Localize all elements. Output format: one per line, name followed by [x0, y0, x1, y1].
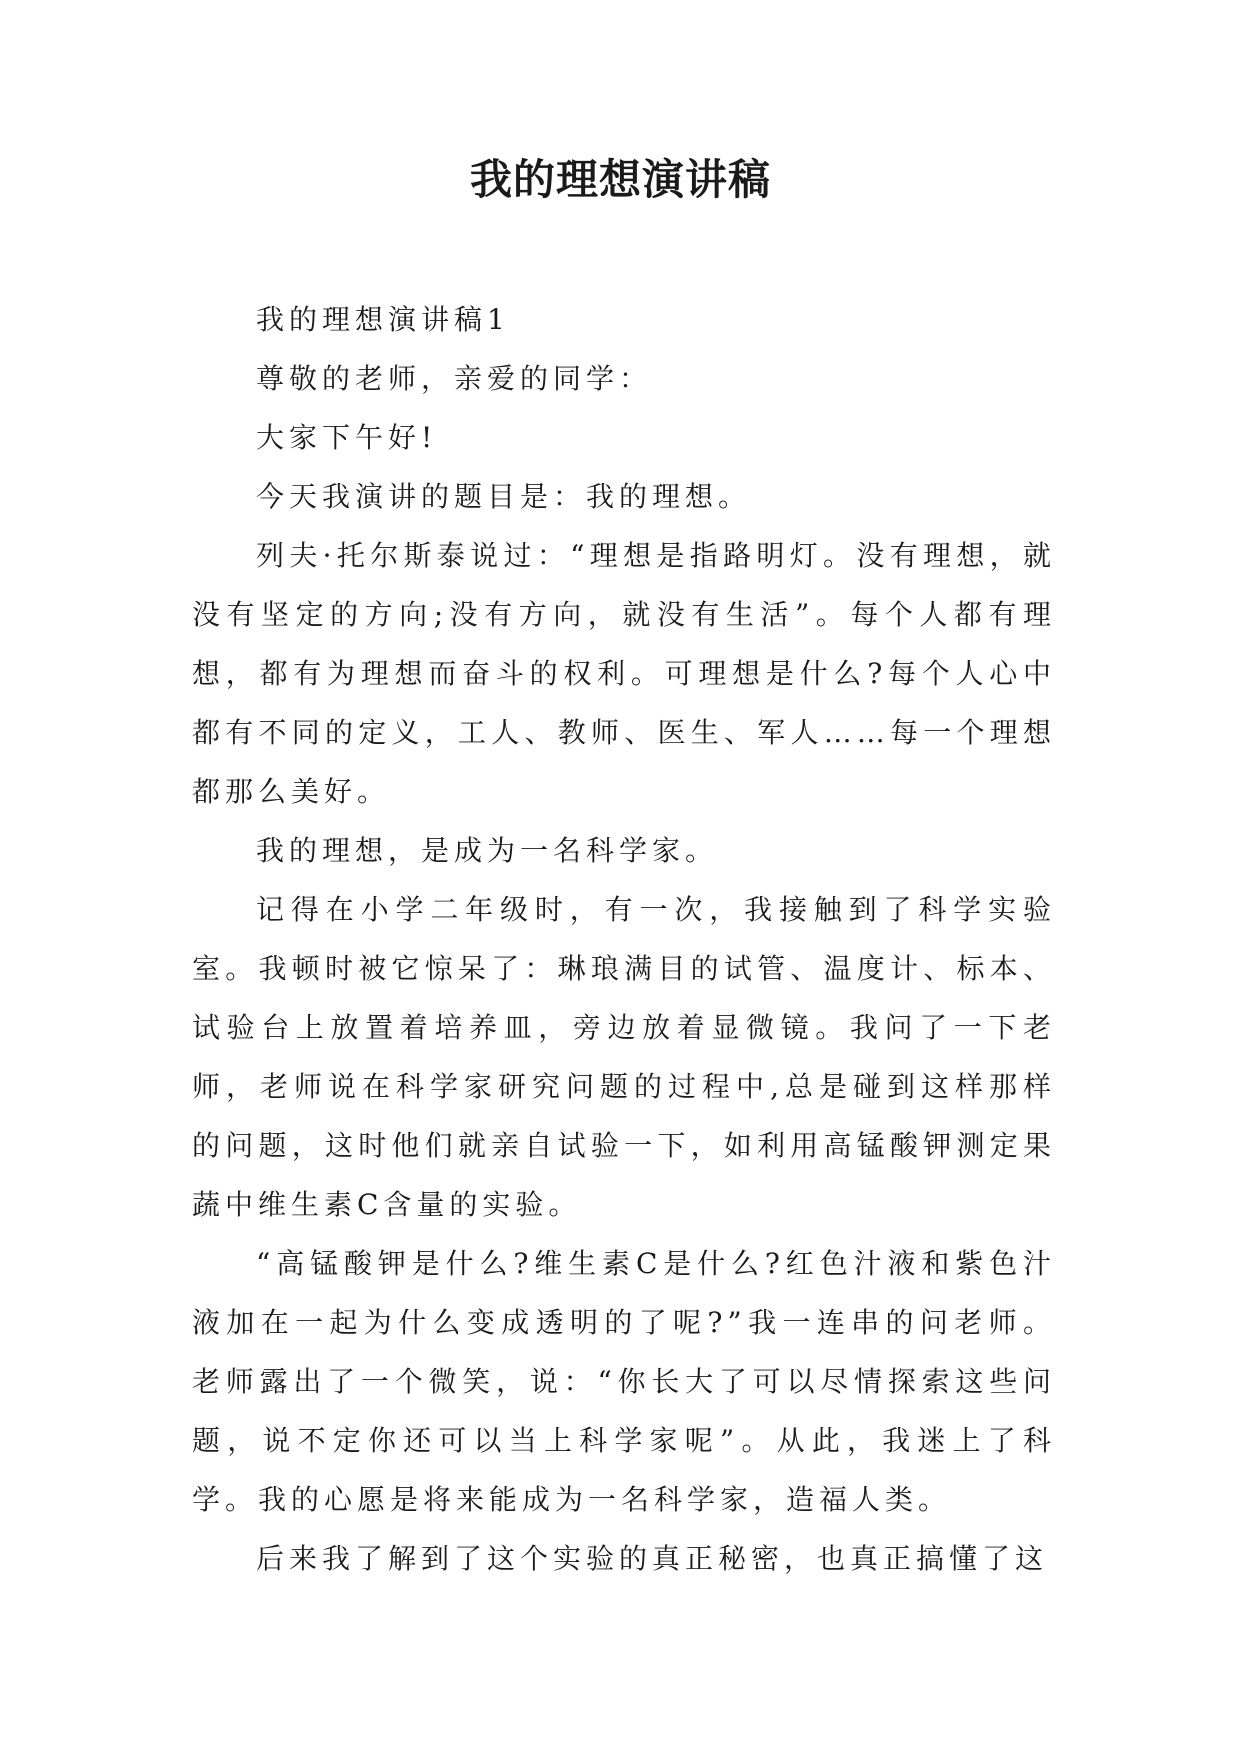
document-body: [192, 290, 1056, 1588]
paragraph-continued: 后来我了解到了这个实验的真正秘密，也真正搞懂了这: [256, 1542, 1049, 1575]
paragraph-greeting: 大家下午好!: [256, 421, 438, 454]
paragraph-ideal: 我的理想，是成为一名科学家。: [256, 834, 719, 867]
paragraph-topic: 今天我演讲的题目是：我的理想。: [256, 480, 752, 513]
paragraph-memory: 记得在小学二年级时，有一次，我接触到了科学实验室。我顿时被它惊呆了：琳琅满目的试管、温度计、标本、试验台上放置着培养皿，旁边放着显微镜。我问了一下老师，老师说在科学家研究问题的过程中,总是碰到这样那样的问题，这时他们就亲自试验一下，如利用高锰酸钾测定果蔬中维生素C含量的实验。: [192, 893, 1056, 1221]
paragraph-heading: 我的理想演讲稿1: [256, 303, 510, 336]
paragraph-quote: 列夫·托尔斯泰说过：“理想是指路明灯。没有理想，就没有坚定的方向;没有方向，就没有生活”。每个人都有理想，都有为理想而奋斗的权利。可理想是什么?每个人心中都有不同的定义，工人、教师、医生、军人……每一个理想都那么美好。: [192, 539, 1056, 808]
paragraph-questions: “高锰酸钾是什么?维生素C是什么?红色汁液和紫色汁液加在一起为什么变成透明的了呢?”我一连串的问老师。老师露出了一个微笑，说：“你长大了可以尽情探索这些问题，说不定你还可以当上科学家呢”。从此，我迷上了科学。我的心愿是将来能成为一名科学家，造福人类。: [192, 1247, 1056, 1516]
paragraph-salutation: 尊敬的老师，亲爱的同学：: [256, 362, 653, 395]
document-title: 我的理想演讲稿: [469, 155, 771, 204]
